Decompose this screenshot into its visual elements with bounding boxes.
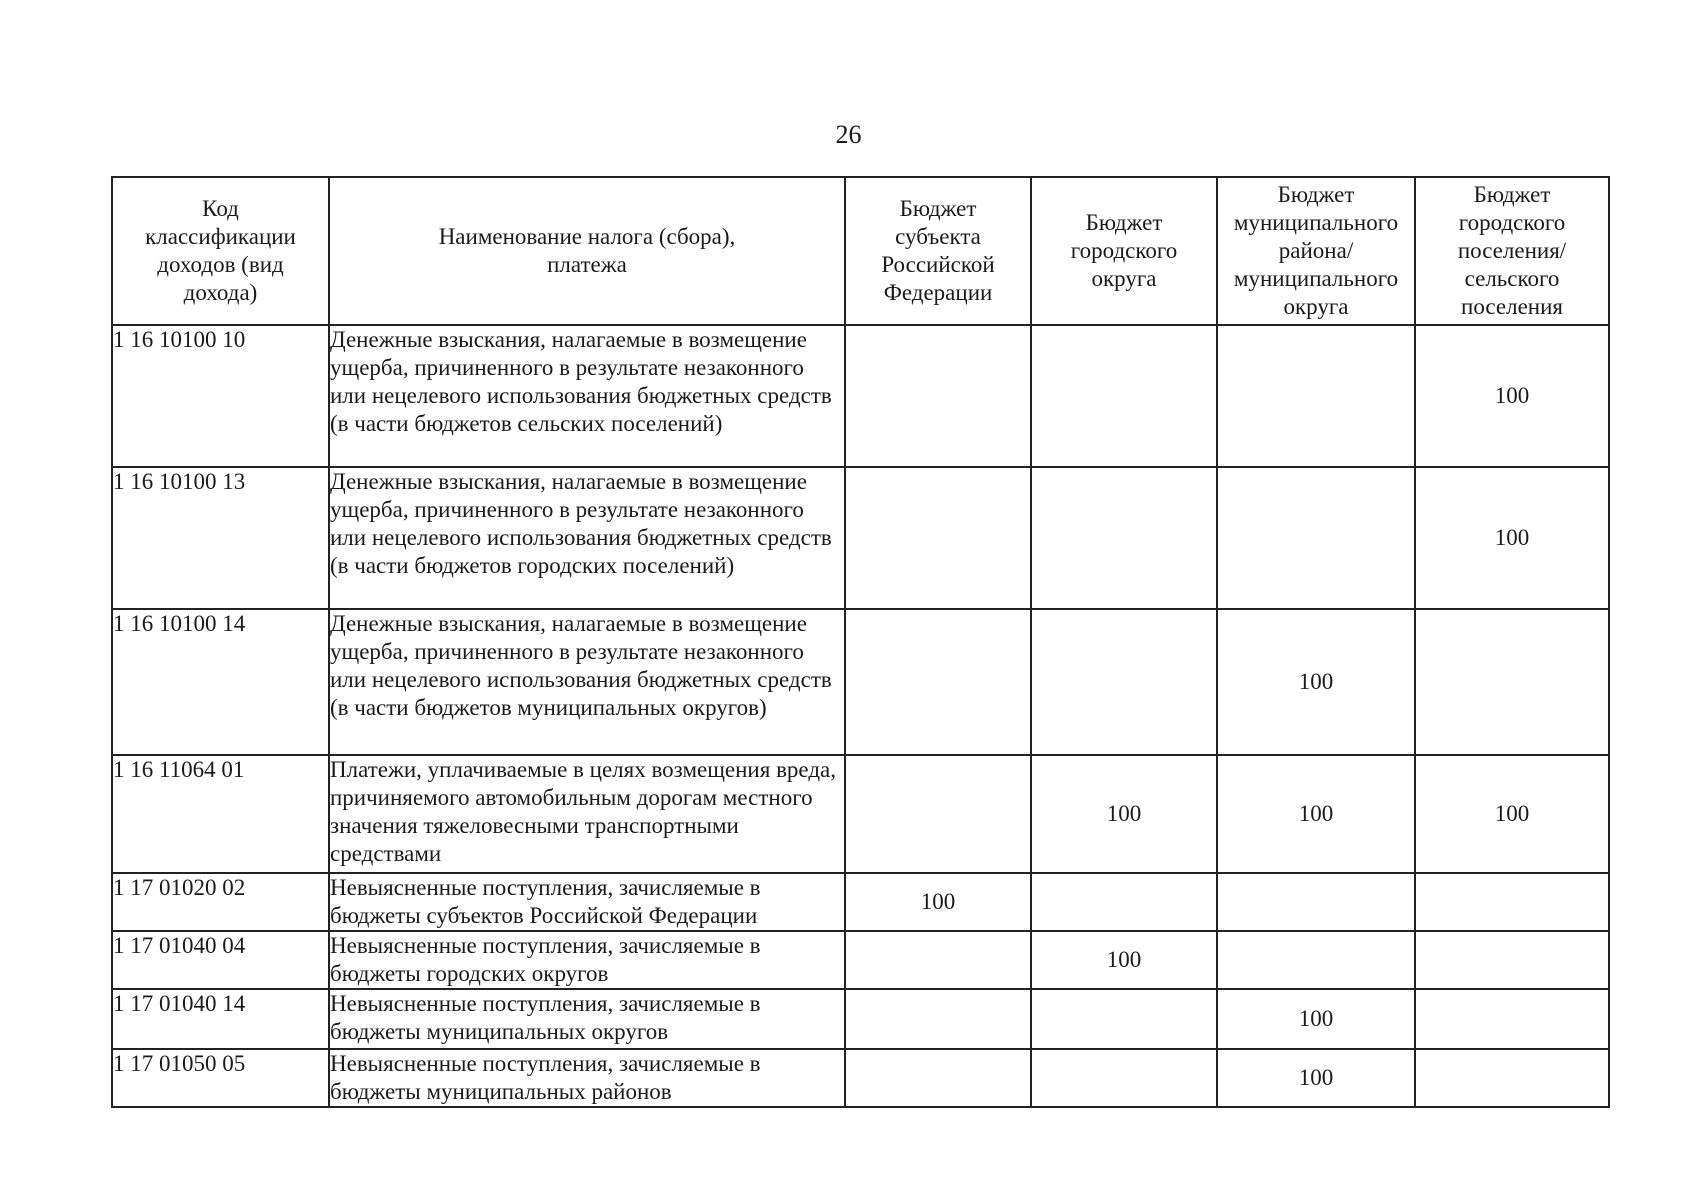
- row-city-district-value: [1031, 1049, 1217, 1107]
- row-name: Денежные взыскания, налагаемые в возмещение ущерба, причиненного в результате незаконного или нецелевого использования бюджетных средств (в части бюджетов сельских поселений): [329, 325, 845, 467]
- row-municipal-district-value: 100: [1217, 1049, 1415, 1107]
- row-code: 1 17 01040 04: [112, 931, 329, 989]
- row-subject-value: [845, 1049, 1031, 1107]
- table-row: [112, 609, 1609, 755]
- header-subject-budget: Бюджет субъекта Российской Федерации: [845, 177, 1031, 325]
- row-settlement-value: 100: [1415, 467, 1609, 609]
- row-municipal-district-value: [1217, 873, 1415, 931]
- row-subject-value: [845, 467, 1031, 609]
- row-municipal-district-value: [1217, 325, 1415, 467]
- row-name: Невыясненные поступления, зачисляемые в бюджеты городских округов: [329, 931, 845, 989]
- row-settlement-value: [1415, 1049, 1609, 1107]
- row-subject-value: [845, 989, 1031, 1049]
- header-settlement-budget: Бюджет городского поселения/ сельского поселения: [1415, 177, 1609, 325]
- row-code: 1 16 11064 01: [112, 755, 329, 873]
- table-row: [112, 325, 1609, 467]
- row-settlement-value: 100: [1415, 325, 1609, 467]
- row-city-district-value: [1031, 873, 1217, 931]
- row-settlement-value: 100: [1415, 755, 1609, 873]
- page-number: 26: [835, 120, 862, 149]
- row-name: Невыясненные поступления, зачисляемые в бюджеты муниципальных районов: [329, 1049, 845, 1107]
- row-name: Невыясненные поступления, зачисляемые в бюджеты муниципальных округов: [329, 989, 845, 1049]
- row-name: Денежные взыскания, налагаемые в возмещение ущерба, причиненного в результате незаконного или нецелевого использования бюджетных средств (в части бюджетов муниципальных округов): [329, 609, 845, 755]
- row-municipal-district-value: [1217, 467, 1415, 609]
- row-subject-value: [845, 609, 1031, 755]
- table-row: [112, 931, 1609, 989]
- row-name: Невыясненные поступления, зачисляемые в бюджеты субъектов Российской Федерации: [329, 873, 845, 931]
- table-row: [112, 1049, 1609, 1107]
- row-subject-value: [845, 931, 1031, 989]
- row-code: 1 16 10100 13: [112, 467, 329, 609]
- row-subject-value: 100: [845, 873, 1031, 931]
- row-municipal-district-value: 100: [1217, 755, 1415, 873]
- table-row: [112, 873, 1609, 931]
- row-settlement-value: [1415, 931, 1609, 989]
- row-code: 1 17 01020 02: [112, 873, 329, 931]
- header-city-district-budget: Бюджет городского округа: [1031, 177, 1217, 325]
- row-subject-value: [845, 755, 1031, 873]
- row-city-district-value: [1031, 989, 1217, 1049]
- row-city-district-value: [1031, 609, 1217, 755]
- row-city-district-value: 100: [1031, 755, 1217, 873]
- row-municipal-district-value: 100: [1217, 609, 1415, 755]
- row-settlement-value: [1415, 989, 1609, 1049]
- row-code: 1 17 01050 05: [112, 1049, 329, 1107]
- table-header-row: [112, 177, 1609, 325]
- row-subject-value: [845, 325, 1031, 467]
- row-settlement-value: [1415, 609, 1609, 755]
- row-name: Платежи, уплачиваемые в целях возмещения вреда, причиняемого автомобильным дорогам местного значения тяжеловесными транспортными средствами: [329, 755, 845, 873]
- row-code: 1 17 01040 14: [112, 989, 329, 1049]
- table-row: [112, 755, 1609, 873]
- row-city-district-value: [1031, 325, 1217, 467]
- row-municipal-district-value: 100: [1217, 989, 1415, 1049]
- row-municipal-district-value: [1217, 931, 1415, 989]
- revenue-distribution-table: [111, 176, 1610, 1108]
- row-city-district-value: 100: [1031, 931, 1217, 989]
- header-code: Код классификации доходов (вид дохода): [112, 177, 329, 325]
- row-name: Денежные взыскания, налагаемые в возмещение ущерба, причиненного в результате незаконного или нецелевого использования бюджетных средств (в части бюджетов городских поселений): [329, 467, 845, 609]
- row-code: 1 16 10100 14: [112, 609, 329, 755]
- row-code: 1 16 10100 10: [112, 325, 329, 467]
- table-row: [112, 989, 1609, 1049]
- header-municipal-district-budget: Бюджет муниципального района/ муниципального округа: [1217, 177, 1415, 325]
- row-city-district-value: [1031, 467, 1217, 609]
- table-row: [112, 467, 1609, 609]
- row-settlement-value: [1415, 873, 1609, 931]
- header-name: Наименование налога (сбора), платежа: [329, 177, 845, 325]
